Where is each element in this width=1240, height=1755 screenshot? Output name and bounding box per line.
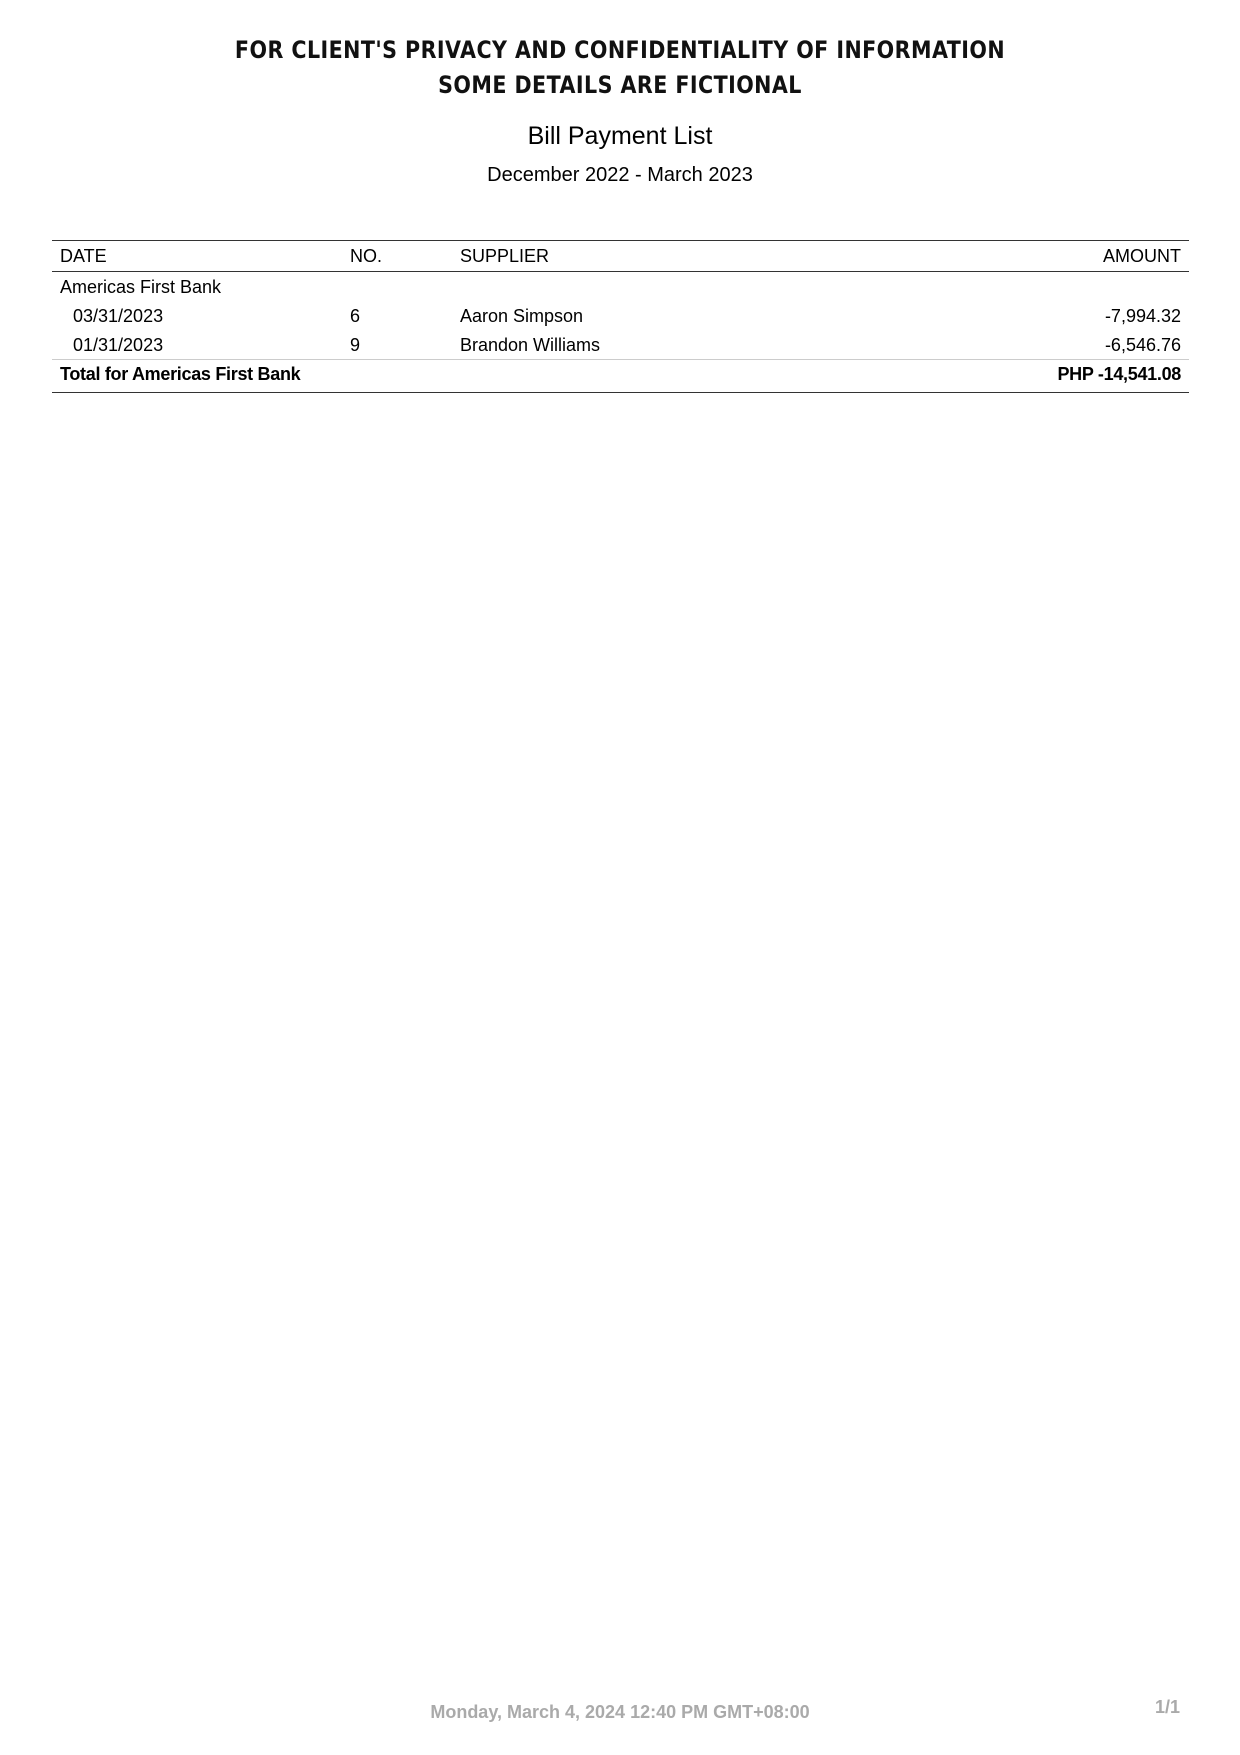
report-table bbox=[52, 240, 1189, 393]
page-number: 1/1 bbox=[1154, 1697, 1180, 1717]
row-amount: -6,546.76 bbox=[1104, 335, 1181, 355]
row-date: 01/31/2023 bbox=[73, 335, 164, 355]
group-name: Americas First Bank bbox=[60, 277, 222, 297]
row-no: 6 bbox=[350, 306, 361, 326]
privacy-notice-line-2: SOME DETAILS ARE FICTIONAL bbox=[438, 71, 802, 99]
report-title: Bill Payment List bbox=[527, 122, 713, 150]
report-period: December 2022 - March 2023 bbox=[487, 164, 753, 186]
row-no: 9 bbox=[350, 335, 361, 355]
column-header-amount: AMOUNT bbox=[1103, 246, 1181, 266]
column-header-no: NO. bbox=[350, 246, 383, 266]
column-header-date: DATE bbox=[60, 246, 107, 266]
group-header-row bbox=[52, 272, 1189, 301]
report-timestamp: Monday, March 4, 2024 12:40 PM GMT+08:00 bbox=[430, 1702, 810, 1722]
privacy-notice-line-1: FOR CLIENT'S PRIVACY AND CONFIDENTIALITY OF INFORMATION bbox=[234, 36, 1006, 64]
row-supplier: Brandon Williams bbox=[460, 335, 601, 355]
table-row bbox=[52, 330, 1189, 359]
table-header-row bbox=[52, 240, 1189, 272]
column-header-supplier: SUPPLIER bbox=[460, 246, 550, 266]
row-supplier: Aaron Simpson bbox=[460, 306, 584, 326]
row-date: 03/31/2023 bbox=[73, 306, 164, 326]
group-total-row bbox=[52, 359, 1189, 393]
group-total-amount: PHP -14,541.08 bbox=[1057, 364, 1181, 384]
table-row bbox=[52, 301, 1189, 330]
row-amount: -7,994.32 bbox=[1104, 306, 1181, 326]
group-total-label: Total for Americas First Bank bbox=[60, 364, 301, 384]
